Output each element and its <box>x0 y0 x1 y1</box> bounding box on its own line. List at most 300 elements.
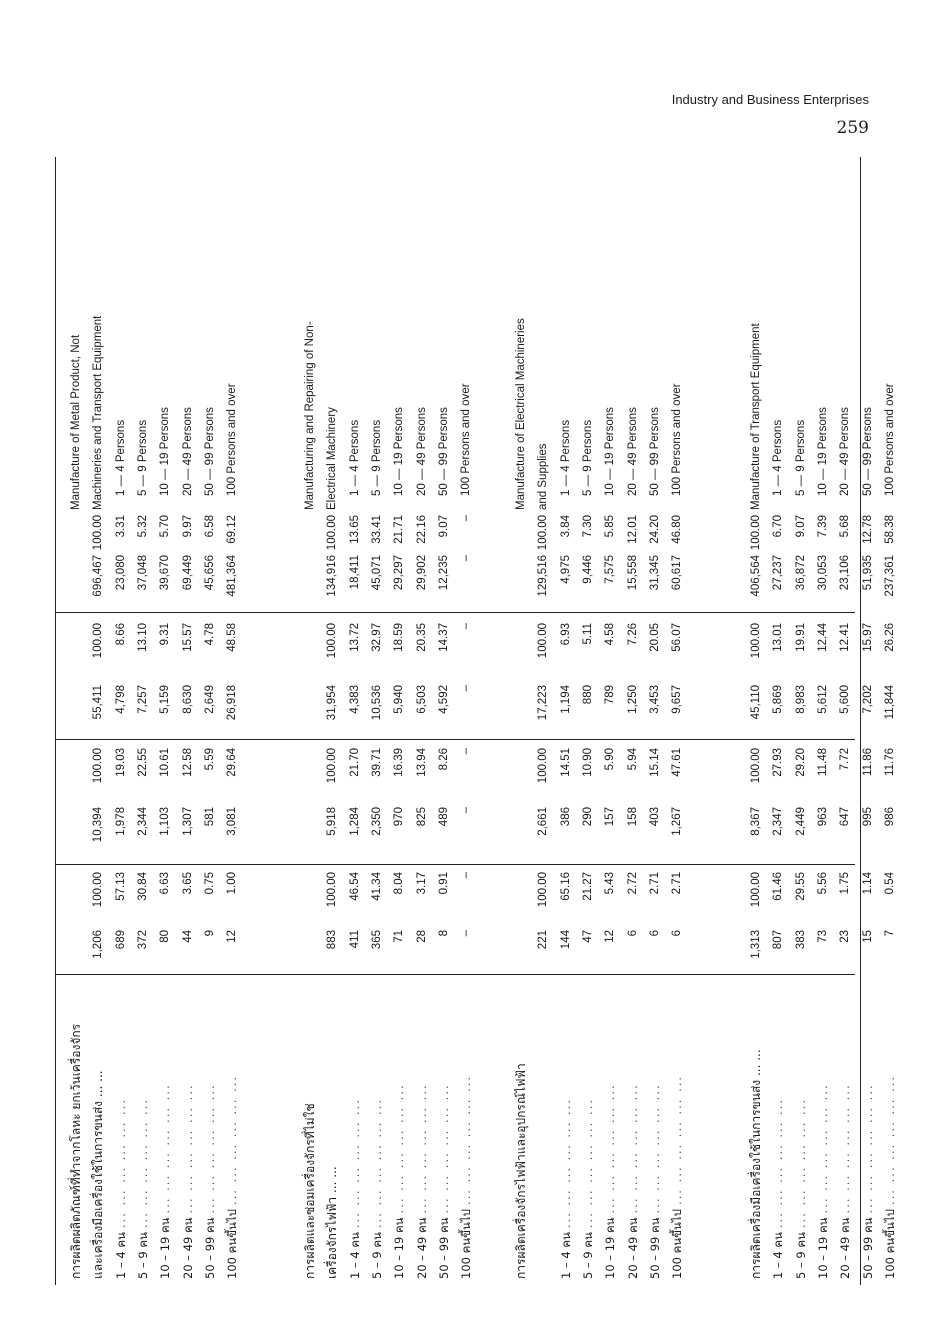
table-cell: 36,872 <box>794 555 807 591</box>
table-cell: 23 <box>839 930 852 943</box>
table-cell: 9.97 <box>181 515 194 538</box>
thai-row-label <box>110 1098 132 1279</box>
thai-size-label: 5 – 9 คน <box>135 1232 150 1279</box>
table-cell: 12 <box>226 930 239 943</box>
thai-section-title: การผลิตเครื่องจักรไฟฟ้าและอุปกรณ์ไฟฟ้า <box>514 1063 528 1279</box>
table-cell: 2.71 <box>671 872 684 895</box>
thai-size-label: 20 – 49 คน <box>180 1217 195 1279</box>
english-row-label: 100 Persons and over <box>883 383 896 496</box>
thai-row-label <box>599 1083 621 1279</box>
english-row-label: 50 — 99 Persons <box>861 407 874 496</box>
table-cell: 12.01 <box>626 515 639 544</box>
english-section-title: Manufacture of Electrical Machineries <box>515 318 527 510</box>
table-cell: 7.39 <box>816 515 829 538</box>
table-cell: 157 <box>604 807 617 827</box>
thai-size-label: 1 – 4 คน <box>771 1232 786 1279</box>
thai-size-label: 20 – 49 คน <box>838 1217 853 1279</box>
table-cell: 10,536 <box>370 685 383 721</box>
table-cell: 41.34 <box>370 872 383 901</box>
thai-size-label: 10 – 19 คน <box>603 1217 618 1279</box>
table-cell: – <box>460 930 473 937</box>
table-cell: 1,307 <box>181 807 194 836</box>
table-cell: 3.65 <box>181 872 194 895</box>
leader-dots: ... ... ... ... ... ... <box>647 1083 662 1214</box>
table-cell: 986 <box>883 807 896 827</box>
table-cell: – <box>460 872 473 879</box>
table-cell: 7,575 <box>604 555 617 584</box>
total-value: 883 <box>326 930 339 950</box>
english-row-label: 100 Persons and over <box>226 383 239 496</box>
table-cell: 365 <box>370 930 383 950</box>
leader-dots: ... ... ... ... ... ... <box>436 1083 451 1214</box>
leader-dots: ... ... ... ... ... ... <box>392 1083 407 1214</box>
table-cell: 2,350 <box>370 807 383 836</box>
table-cell: 5.56 <box>816 872 829 895</box>
table-cell: 6.58 <box>203 515 216 538</box>
thai-size-label: 100 คนขึ้นไป <box>459 1209 474 1279</box>
table-cell: 7,202 <box>861 685 874 714</box>
leader-dots: ... ... ... ... ... ... <box>860 1083 875 1214</box>
leader-dots: ... ... ... ... ... ... <box>603 1083 618 1214</box>
table-cell: 8.26 <box>437 748 450 771</box>
table-cell: 3.17 <box>415 872 428 895</box>
column-separator <box>55 864 855 865</box>
thai-size-label: 50 – 99 คน <box>202 1217 217 1279</box>
english-section-title: Manufacture of Transport Equipment <box>750 323 762 510</box>
thai-row-label <box>622 1083 644 1279</box>
thai-row-label <box>644 1083 666 1279</box>
table-cell: 27.93 <box>772 748 785 777</box>
table-cell: 9.31 <box>159 623 172 646</box>
table-cell: 30,053 <box>816 555 829 591</box>
thai-row-label <box>388 1083 410 1279</box>
table-cell: 2,347 <box>772 807 785 836</box>
leader-dots: ... ... ... ... ... ... <box>771 1098 786 1229</box>
table-cell: 58.38 <box>883 515 896 544</box>
english-row-label: 1 — 4 Persons <box>772 419 785 496</box>
thai-size-label: 50 – 99 คน <box>647 1217 662 1279</box>
total-value: 100.00 <box>92 623 105 659</box>
thai-size-label: 100 คนขึ้นไป <box>882 1209 897 1279</box>
table-cell: 15 <box>861 930 874 943</box>
table-cell: 5.11 <box>581 623 594 645</box>
leader-dots: ... ... ... ... ... ... <box>838 1083 853 1214</box>
thai-size-label: 20 – 49 คน <box>414 1217 429 1279</box>
total-value: 100.00 <box>326 515 339 551</box>
thai-row-label <box>177 1083 199 1279</box>
table-cell: 4,592 <box>437 685 450 714</box>
total-value: 8,367 <box>750 807 762 836</box>
table-cell: 18,411 <box>348 555 361 590</box>
table-cell: 689 <box>114 930 127 950</box>
table-cell: 8.04 <box>393 872 406 895</box>
english-section-title: Manufacture of Metal Product, Not <box>70 334 82 510</box>
thai-row-label <box>790 1098 812 1279</box>
table-cell: 39.71 <box>370 748 383 777</box>
thai-row-label <box>857 1083 879 1279</box>
table-cell: 5,600 <box>839 685 852 714</box>
table-cell: 37,048 <box>136 555 149 591</box>
thai-row-label <box>879 1075 901 1279</box>
table-cell: 1.00 <box>226 872 239 895</box>
table-cell: 1,978 <box>114 807 127 836</box>
table-cell: 51,935 <box>861 555 874 591</box>
thai-section-title: การผลิตผลิตภัณฑ์ที่ทำจากโลหะ ยกเว้นเครื่องจักร <box>69 1023 83 1279</box>
thai-size-label: 100 คนขึ้นไป <box>225 1209 240 1279</box>
leader-dots: ... ... ... ... ... ... <box>202 1083 217 1214</box>
table-cell: 4,975 <box>559 555 572 584</box>
table-cell: 1,103 <box>159 807 172 836</box>
english-row-label: 100 Persons and over <box>671 383 684 496</box>
table-cell: 12,235 <box>437 555 450 591</box>
english-section-title: Manufacturing and Repairing of Non- <box>304 321 316 510</box>
table-cell: 372 <box>136 930 149 950</box>
table-cell: 22.55 <box>136 748 149 777</box>
leader-dots: ... ... ... ... ... ... <box>225 1074 240 1206</box>
thai-section-title: เครื่องจักรไฟฟ้า ... ... <box>325 1166 340 1279</box>
table-cell: 3.84 <box>559 515 572 538</box>
table-cell: 2.71 <box>648 872 661 895</box>
table-cell: 56.07 <box>671 623 684 652</box>
table-cell: 1,267 <box>671 807 684 836</box>
table-cell: 12.58 <box>181 748 194 777</box>
table-cell: 13.10 <box>136 623 149 652</box>
leader-dots: ... ... ... ... ... ... <box>580 1098 595 1229</box>
english-row-label: 5 — 9 Persons <box>136 419 149 496</box>
table-cell: 65.16 <box>559 872 572 901</box>
total-value: 100.00 <box>750 623 762 659</box>
table-cell: 647 <box>839 807 852 827</box>
table-cell: 13.65 <box>348 515 361 544</box>
table-cell: 6.63 <box>159 872 172 895</box>
table-cell: 1,284 <box>348 807 361 836</box>
table-cell: 26,918 <box>226 685 239 721</box>
table-cell: 963 <box>816 807 829 827</box>
table-cell: 403 <box>648 807 661 827</box>
table-cell: 15.57 <box>181 623 194 652</box>
table-cell: 19.03 <box>114 748 127 777</box>
table-cell: 237,361 <box>883 555 896 597</box>
thai-row-label <box>221 1075 243 1279</box>
english-row-label: 10 — 19 Persons <box>159 407 172 496</box>
thai-size-label: 10 – 19 คน <box>158 1217 173 1279</box>
leader-dots: ... ... ... ... ... ... <box>414 1083 429 1214</box>
total-value: 100.00 <box>750 515 762 551</box>
table-cell: 6,503 <box>415 685 428 714</box>
leader-dots: ... ... ... ... ... ... <box>670 1074 685 1206</box>
table-cell: 47 <box>581 930 594 943</box>
table-cell: 5.90 <box>604 748 617 771</box>
table-cell: 880 <box>581 685 594 705</box>
total-value: 406,564 <box>750 555 762 597</box>
table-cell: 61.46 <box>772 872 785 901</box>
english-row-label: 1 — 4 Persons <box>348 419 361 496</box>
table-cell: 6 <box>648 930 661 937</box>
table-cell: 4.58 <box>604 623 617 646</box>
total-value: 31,954 <box>326 685 339 721</box>
table-cell: – <box>460 807 473 814</box>
english-row-label: 5 — 9 Persons <box>794 419 807 496</box>
table-cell: 8.66 <box>114 623 127 646</box>
table-cell: 31,345 <box>648 555 661 591</box>
total-value: 100.00 <box>537 872 550 908</box>
leader-dots: ... ... ... ... ... ... <box>180 1083 195 1214</box>
table-cell: 970 <box>393 807 406 827</box>
table-cell: 7.72 <box>839 748 852 771</box>
table-cell: 0.75 <box>203 872 216 895</box>
table-cell: 15,558 <box>626 555 639 591</box>
table-cell: 21.70 <box>348 748 361 777</box>
table-cell: 5.59 <box>203 748 216 771</box>
table-cell: 29,902 <box>415 555 428 591</box>
table-cell: 9 <box>203 930 216 937</box>
table-cell: 5,869 <box>772 685 785 714</box>
english-row-label: 5 — 9 Persons <box>581 419 594 496</box>
total-value: 100.00 <box>326 748 339 784</box>
table-cell: 10.61 <box>159 748 172 777</box>
table-cell: 46.54 <box>348 872 361 901</box>
table-cell: 1.75 <box>839 872 852 895</box>
total-value: 55,411 <box>92 685 105 720</box>
table-cell: – <box>460 555 473 562</box>
total-value: 1,206 <box>92 930 105 959</box>
table-cell: 21.71 <box>393 515 406 544</box>
table-cell: – <box>460 685 473 692</box>
total-value: 100.00 <box>750 872 762 908</box>
total-value: 129,516 <box>537 555 550 597</box>
leader-dots: ... ... ... ... ... ... <box>882 1074 897 1206</box>
table-cell: 4,383 <box>348 685 361 714</box>
table-cell: – <box>460 748 473 755</box>
table-cell: 5.68 <box>839 515 852 538</box>
english-row-label: 10 — 19 Persons <box>604 407 617 496</box>
table-cell: 2.72 <box>626 872 639 895</box>
table-cell: 57.13 <box>114 872 127 901</box>
table-cell: 13.01 <box>772 623 785 652</box>
thai-row-label <box>411 1083 433 1279</box>
thai-row-label <box>433 1083 455 1279</box>
total-value: 1,313 <box>750 930 762 959</box>
table-cell: 29.20 <box>794 748 807 777</box>
table-cell: 29.55 <box>794 872 807 901</box>
thai-row-label <box>767 1098 789 1279</box>
table-cell: 19.91 <box>794 623 807 652</box>
total-value: 100.00 <box>92 515 105 551</box>
thai-row-label <box>555 1098 577 1279</box>
table-cell: 21.27 <box>581 872 594 901</box>
table-cell: 39,670 <box>159 555 172 591</box>
thai-row-label <box>455 1075 477 1279</box>
total-value: 221 <box>537 930 550 950</box>
leader-dots: ... ... ... ... ... ... <box>158 1083 173 1214</box>
table-cell: 3,081 <box>226 807 239 836</box>
table-cell: 1,194 <box>559 685 572 714</box>
table-cell: 9.07 <box>794 515 807 538</box>
thai-size-label: 20 – 49 คน <box>625 1217 640 1279</box>
thai-row-label <box>154 1083 176 1279</box>
leader-dots: ... ... ... ... ... ... <box>135 1098 150 1229</box>
table-cell: 9,446 <box>581 555 594 584</box>
english-row-label: 5 — 9 Persons <box>370 419 383 496</box>
table-cell: 5.32 <box>136 515 149 538</box>
table-cell: 7.30 <box>581 515 594 538</box>
total-value: 100.00 <box>326 872 339 908</box>
table-cell: 13.72 <box>348 623 361 652</box>
table-cell: 3,453 <box>648 685 661 714</box>
thai-size-label: 10 – 19 คน <box>815 1217 830 1279</box>
table-cell: 5.70 <box>159 515 172 538</box>
table-cell: 995 <box>861 807 874 827</box>
table-cell: 22.16 <box>415 515 428 544</box>
table-cell: 71 <box>393 930 406 943</box>
leader-dots: ... ... ... ... ... ... <box>625 1083 640 1214</box>
table-cell: 5,159 <box>159 685 172 714</box>
table-cell: 30.84 <box>136 872 149 901</box>
table-cell: 11.86 <box>861 748 874 776</box>
table-cell: 45,071 <box>370 555 383 591</box>
english-row-label: 50 — 99 Persons <box>437 407 450 496</box>
total-value: 100.00 <box>750 748 762 784</box>
table-cell: 33.41 <box>370 515 383 544</box>
table-cell: 11.48 <box>816 748 829 776</box>
table-cell: 47.61 <box>671 748 684 777</box>
thai-size-label: 5 – 9 คน <box>369 1232 384 1279</box>
table-cell: 45,656 <box>203 555 216 591</box>
total-value: 100.00 <box>92 748 105 784</box>
table-cell: 69,449 <box>181 555 194 591</box>
table-cell: 12.78 <box>861 515 874 544</box>
table-cell: 5,612 <box>816 685 829 714</box>
english-row-label: 20 — 49 Persons <box>415 407 428 496</box>
table-cell: 44 <box>181 930 194 943</box>
table-cell: 0.54 <box>883 872 896 895</box>
english-row-label: 50 — 99 Persons <box>203 407 216 496</box>
english-row-label: 1 — 4 Persons <box>114 419 127 496</box>
table-cell: 5,940 <box>393 685 406 714</box>
table-cell: 29.64 <box>226 748 239 777</box>
table-cell: 24.20 <box>648 515 661 544</box>
table-cell: 26.26 <box>883 623 896 652</box>
table-cell: 60,617 <box>671 555 684 591</box>
leader-dots: ... ... ... ... ... ... <box>815 1083 830 1214</box>
table-cell: 14.37 <box>437 623 450 652</box>
total-value: 17,223 <box>537 685 550 721</box>
table-cell: 80 <box>159 930 172 943</box>
table-cell: 18.59 <box>393 623 406 652</box>
total-value: 5,918 <box>326 807 339 836</box>
table-cell: 73 <box>816 930 829 943</box>
table-cell: 789 <box>604 685 617 705</box>
english-section-title: Machineries and Transport Equipment <box>92 315 105 510</box>
total-value: 100.00 <box>537 515 550 551</box>
table-cell: 23,106 <box>839 555 852 591</box>
table-cell: 489 <box>437 807 450 827</box>
thai-row-label <box>812 1083 834 1279</box>
table-cell: 3.31 <box>114 515 127 538</box>
table-cell: 12.41 <box>839 623 852 652</box>
table-cell: 6.93 <box>559 623 572 646</box>
leader-dots: ... ... ... ... ... ... <box>558 1098 573 1229</box>
thai-section-title: การผลิตและซ่อมเครื่องจักรที่ไม่ใช่ <box>303 1103 317 1279</box>
table-cell: 2,449 <box>794 807 807 836</box>
total-value: 100.00 <box>326 623 339 659</box>
table-cell: 2,344 <box>136 807 149 836</box>
table-cell: 158 <box>626 807 639 827</box>
table-cell: 6.70 <box>772 515 785 538</box>
table-cell: 7 <box>883 930 896 937</box>
table-cell: – <box>460 623 473 630</box>
table-cell: 1,250 <box>626 685 639 714</box>
table-cell: 15.97 <box>861 623 874 652</box>
thai-row-label <box>344 1098 366 1279</box>
leader-dots: ... ... ... ... ... ... <box>113 1098 128 1229</box>
table-cell: 411 <box>348 930 361 949</box>
total-value: 696,467 <box>92 555 105 597</box>
english-section-title: Electrical Machinery <box>326 407 339 510</box>
english-row-label: 10 — 19 Persons <box>816 407 829 496</box>
total-value: 100.00 <box>537 748 550 784</box>
table-cell: 16.39 <box>393 748 406 777</box>
table-cell: 13.94 <box>415 748 428 777</box>
thai-size-label: 50 – 99 คน <box>860 1217 875 1279</box>
table-cell: 807 <box>772 930 785 950</box>
table-cell: 0.91 <box>437 872 450 895</box>
table-cell: 6 <box>671 930 684 937</box>
english-section-title: and Supplies <box>537 443 550 510</box>
table-cell: 2,649 <box>203 685 216 714</box>
rotated-table <box>55 155 897 1285</box>
thai-size-label: 1 – 4 คน <box>113 1232 128 1279</box>
leader-dots: ... ... ... ... ... ... <box>369 1098 384 1229</box>
total-value: 10,394 <box>92 807 105 843</box>
table-cell: 11,844 <box>883 685 896 720</box>
thai-row-label <box>366 1098 388 1279</box>
table-cell: 69.12 <box>226 515 239 544</box>
table-cell: 46.80 <box>671 515 684 544</box>
table-cell: 386 <box>559 807 572 827</box>
thai-row-label <box>199 1083 221 1279</box>
table-cell: 9.07 <box>437 515 450 538</box>
thai-size-label: 5 – 9 คน <box>580 1232 595 1279</box>
total-value: 45,110 <box>750 685 762 720</box>
table-cell: 144 <box>559 930 572 950</box>
total-value: 2,661 <box>537 807 550 836</box>
table-cell: 12 <box>604 930 617 943</box>
table-cell: 15.14 <box>648 748 661 777</box>
table-cell: 28 <box>415 930 428 943</box>
table-cell: 8,630 <box>181 685 194 714</box>
english-row-label: 10 — 19 Persons <box>393 407 406 496</box>
running-header: Industry and Business Enterprises <box>671 92 869 107</box>
table-cell: 383 <box>794 930 807 950</box>
thai-size-label: 100 คนขึ้นไป <box>670 1209 685 1279</box>
table-cell: – <box>460 515 473 522</box>
table-cell: 23,080 <box>114 555 127 591</box>
total-value: 100.00 <box>92 872 105 908</box>
table-cell: 581 <box>203 807 216 827</box>
table-cell: 20.35 <box>415 623 428 652</box>
table-cell: 14.51 <box>559 748 572 777</box>
table-cell: 9,657 <box>671 685 684 714</box>
thai-size-label: 1 – 4 คน <box>558 1232 573 1279</box>
thai-row-label <box>834 1083 856 1279</box>
table-cell: 32.97 <box>370 623 383 652</box>
thai-size-label: 5 – 9 คน <box>793 1232 808 1279</box>
english-row-label: 1 — 4 Persons <box>559 419 572 496</box>
table-cell: 481,364 <box>226 555 239 597</box>
table-cell: 290 <box>581 807 594 827</box>
table-cell: 6 <box>626 930 639 937</box>
